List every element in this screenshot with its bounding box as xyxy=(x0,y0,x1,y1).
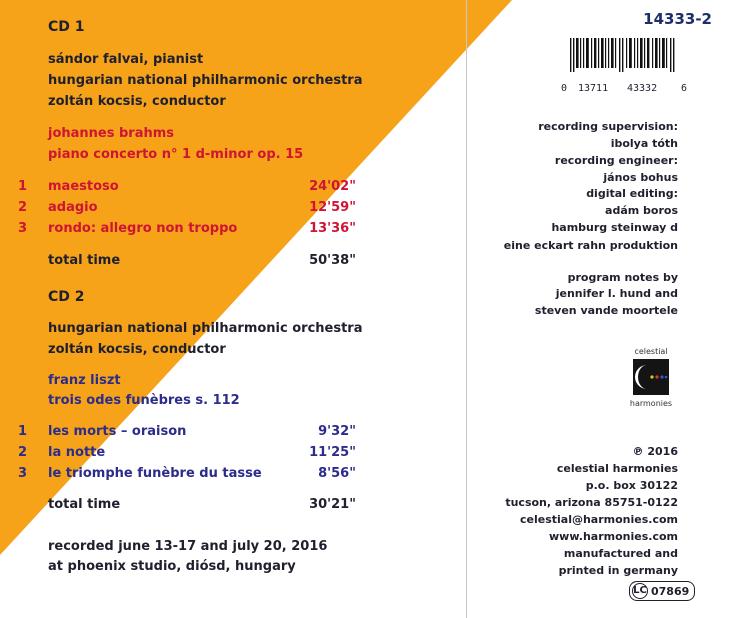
cd2-track-2-number: 2 xyxy=(18,445,28,460)
panel-fold-line xyxy=(466,0,467,618)
website: www.harmonies.com xyxy=(549,530,678,543)
cd1-track-2-time: 12'59" xyxy=(309,200,356,215)
logo-mark xyxy=(633,359,669,395)
label-code-number: 07869 xyxy=(651,584,690,598)
cd1-performer-3: zoltán kocsis, conductor xyxy=(48,94,226,109)
recording-location: at phoenix studio, diósd, hungary xyxy=(48,559,296,574)
cd1-composer: johannes brahms xyxy=(48,126,175,141)
cd2-performer-2: zoltán kocsis, conductor xyxy=(48,342,226,357)
cd2-composer: franz liszt xyxy=(48,373,121,388)
cd1-total-label: total time xyxy=(48,253,121,268)
cd2-track-3-title: le triomphe funèbre du tasse xyxy=(48,466,262,481)
notes-line-3: steven vande moortele xyxy=(534,304,678,317)
cd1-track-3-number: 3 xyxy=(18,221,28,236)
credit-line-1: recording supervision: xyxy=(538,120,678,133)
address-line-3: tucson, arizona 85751-0122 xyxy=(505,496,678,509)
manufactured-line-2: printed in germany xyxy=(558,564,678,577)
catalog-number: 14333-2 xyxy=(643,10,712,28)
cd2-track-3-time: 8'56" xyxy=(318,466,356,481)
cd1-track-3-time: 13'36" xyxy=(309,221,356,236)
logo-top-text: celestial xyxy=(634,347,668,356)
barcode-group-1: 13711 xyxy=(578,83,609,94)
address-line-1: celestial harmonies xyxy=(556,462,678,475)
cd1-performer-1: sándor falvai, pianist xyxy=(48,52,204,67)
cd2-track-2-title: la notte xyxy=(48,445,106,460)
barcode xyxy=(566,38,678,76)
cd2-track-1-time: 9'32" xyxy=(318,424,356,439)
cd1-track-3-title: rondo: allegro non troppo xyxy=(48,221,238,236)
barcode-left-digit: 0 xyxy=(561,83,568,94)
notes-line-1: program notes by xyxy=(567,271,678,284)
credit-line-5: digital editing: xyxy=(586,187,678,200)
address-line-2: p.o. box 30122 xyxy=(585,479,678,492)
cd1-track-1-title: maestoso xyxy=(48,179,119,194)
label-code xyxy=(629,581,695,601)
cd1-track-1-number: 1 xyxy=(18,179,28,194)
credit-line-3: recording engineer: xyxy=(554,154,678,167)
cd2-performer-1: hungarian national philharmonic orchestra xyxy=(48,321,363,336)
cd2-work: trois odes funèbres s. 112 xyxy=(48,393,240,408)
notes-line-2: jennifer l. hund and xyxy=(555,287,678,300)
cd2-track-3-number: 3 xyxy=(18,466,28,481)
credit-line-6: adám boros xyxy=(605,204,678,217)
cd2-total-label: total time xyxy=(48,497,121,512)
production-credit: eine eckart rahn produktion xyxy=(503,239,678,252)
cd1-total-time: 50'38" xyxy=(309,253,356,268)
credit-line-7: hamburg steinway d xyxy=(551,221,678,234)
logo-bottom-text: harmonies xyxy=(629,399,673,408)
barcode-right-digit: 6 xyxy=(681,83,688,94)
barcode-bars xyxy=(566,38,678,72)
cd2-track-2-time: 11'25" xyxy=(309,445,356,460)
cd1-track-1-time: 24'02" xyxy=(309,179,356,194)
cd2-total-time: 30'21" xyxy=(309,497,356,512)
cd2-track-1-number: 1 xyxy=(18,424,28,439)
label-code-prefix: LC xyxy=(632,583,648,599)
cd2-heading: CD 2 xyxy=(48,289,85,305)
cd2-track-1-title: les morts – oraison xyxy=(48,424,187,439)
copyright: ℗ 2016 xyxy=(632,445,678,458)
cd1-track-2-number: 2 xyxy=(18,200,28,215)
celestial-harmonies-logo xyxy=(620,348,682,410)
cd1-work: piano concerto n° 1 d-minor op. 15 xyxy=(48,147,304,162)
cd1-heading: CD 1 xyxy=(48,19,85,35)
manufactured-line-1: manufactured and xyxy=(563,547,678,560)
barcode-group-2: 43332 xyxy=(627,83,658,94)
credit-line-4: jános bohus xyxy=(603,171,678,184)
cd1-track-2-title: adagio xyxy=(48,200,98,215)
credit-line-2: ibolya tóth xyxy=(610,137,678,150)
recording-date: recorded june 13-17 and july 20, 2016 xyxy=(48,539,328,554)
email: celestial@harmonies.com xyxy=(519,513,678,526)
cd1-performer-2: hungarian national philharmonic orchestra xyxy=(48,73,363,88)
